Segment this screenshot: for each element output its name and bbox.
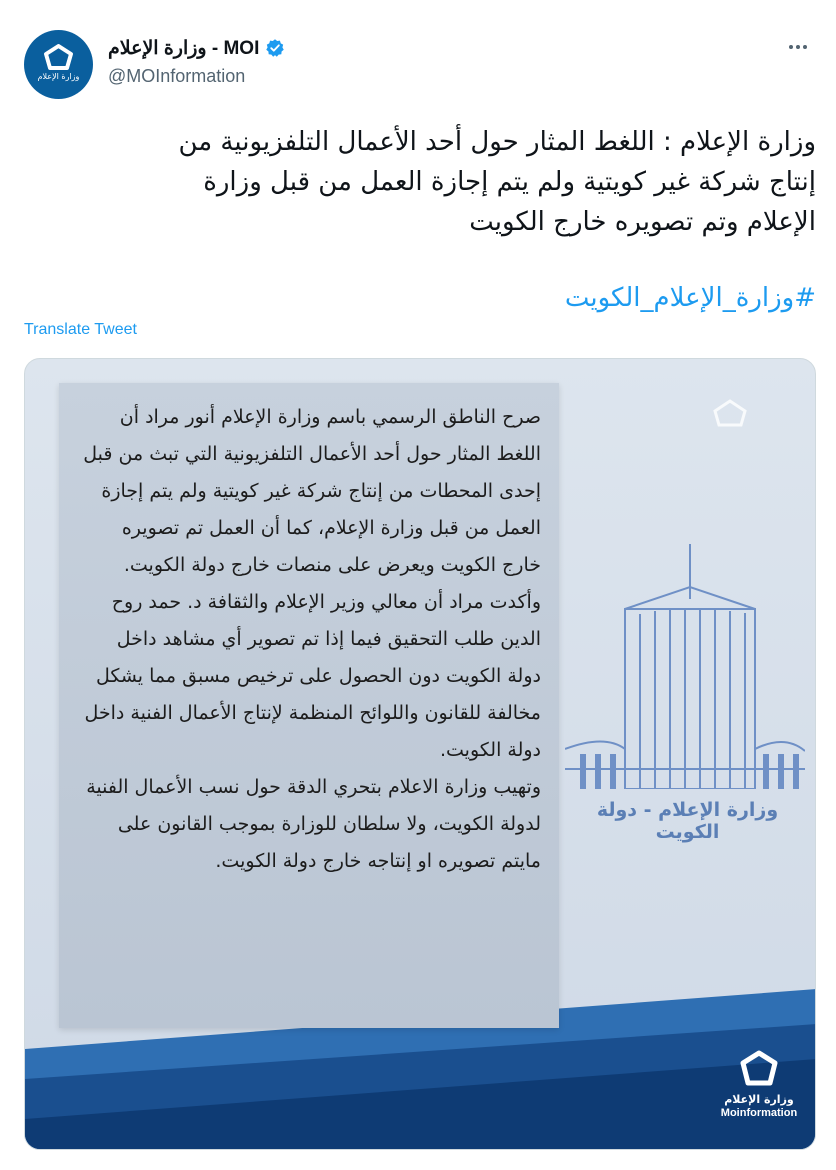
image-caption: وزارة الإعلام - دولة الكويت <box>596 799 779 843</box>
moi-logo-icon <box>24 30 93 99</box>
more-dot-icon <box>803 45 807 49</box>
ministry-building-illustration <box>565 539 805 789</box>
statement-paragraph: وتهيب وزارة الاعلام بتحري الدقة حول نسب الأعمال الفنية لدولة الكويت، ولا سلطان للوزارة بموجب القانون على مايتم تصويره او إنتاجه خارج دولة الكويت. <box>86 776 541 872</box>
footer-logo <box>711 1049 807 1129</box>
more-options-button[interactable] <box>780 32 816 62</box>
tweet-header <box>24 30 816 100</box>
avatar-label: وزارة الإعلام <box>37 72 80 81</box>
moi-logo-icon <box>711 1049 807 1093</box>
footer-logo-arabic: وزارة الإعلام <box>724 1093 794 1106</box>
hashtag-link[interactable]: #وزارة_الإعلام_الكويت <box>564 283 816 313</box>
more-dot-icon <box>796 45 800 49</box>
author-name-row <box>108 36 285 60</box>
tweet-media-image[interactable] <box>24 358 816 1150</box>
author-handle[interactable]: @MOInformation <box>108 66 246 86</box>
tweet-text-line: الإعلام وتم تصويره خارج الكويت <box>469 207 816 237</box>
statement-text <box>81 399 541 880</box>
author-display-name[interactable]: وزارة الإعلام - MOI <box>108 37 260 59</box>
avatar[interactable] <box>24 30 93 99</box>
tweet-text-line: وزارة الإعلام : اللغط المثار حول أحد الأعمال التلفزيونية من <box>178 127 816 157</box>
translate-tweet-link[interactable]: Translate Tweet <box>24 321 137 338</box>
statement-paragraph: وأكدت مراد أن معالي وزير الإعلام والثقافة د. حمد روح الدين طلب التحقيق فيما إذا تم تصوير أي مشاهد داخل دولة الكويت دون الحصول على ترخيص مسبق مما يشكل مخالفة للقانون واللوائح المنظمة لإنتاج الأعمال الفنية داخل دولة الكويت. <box>84 591 541 761</box>
verified-badge-icon <box>265 38 285 58</box>
statement-paragraph: صرح الناطق الرسمي باسم وزارة الإعلام أنور مراد أن اللغط المثار حول أحد الأعمال التلفزيونية التي تبث من قبل إحدى المحطات من إنتاج شركة غير كويتية ولم يتم إجازة العمل من قبل وزارة الإعلام، كما أن العمل تم تصويره خارج الكويت ويعرض على منصات خارج دولة الكويت. <box>83 406 541 576</box>
tweet-text-line: إنتاج شركة غير كويتية ولم يتم إجازة العمل من قبل وزارة <box>203 167 816 197</box>
tweet-text <box>24 122 816 242</box>
footer-logo-english: Moinformation <box>720 1107 798 1119</box>
more-dot-icon <box>789 45 793 49</box>
